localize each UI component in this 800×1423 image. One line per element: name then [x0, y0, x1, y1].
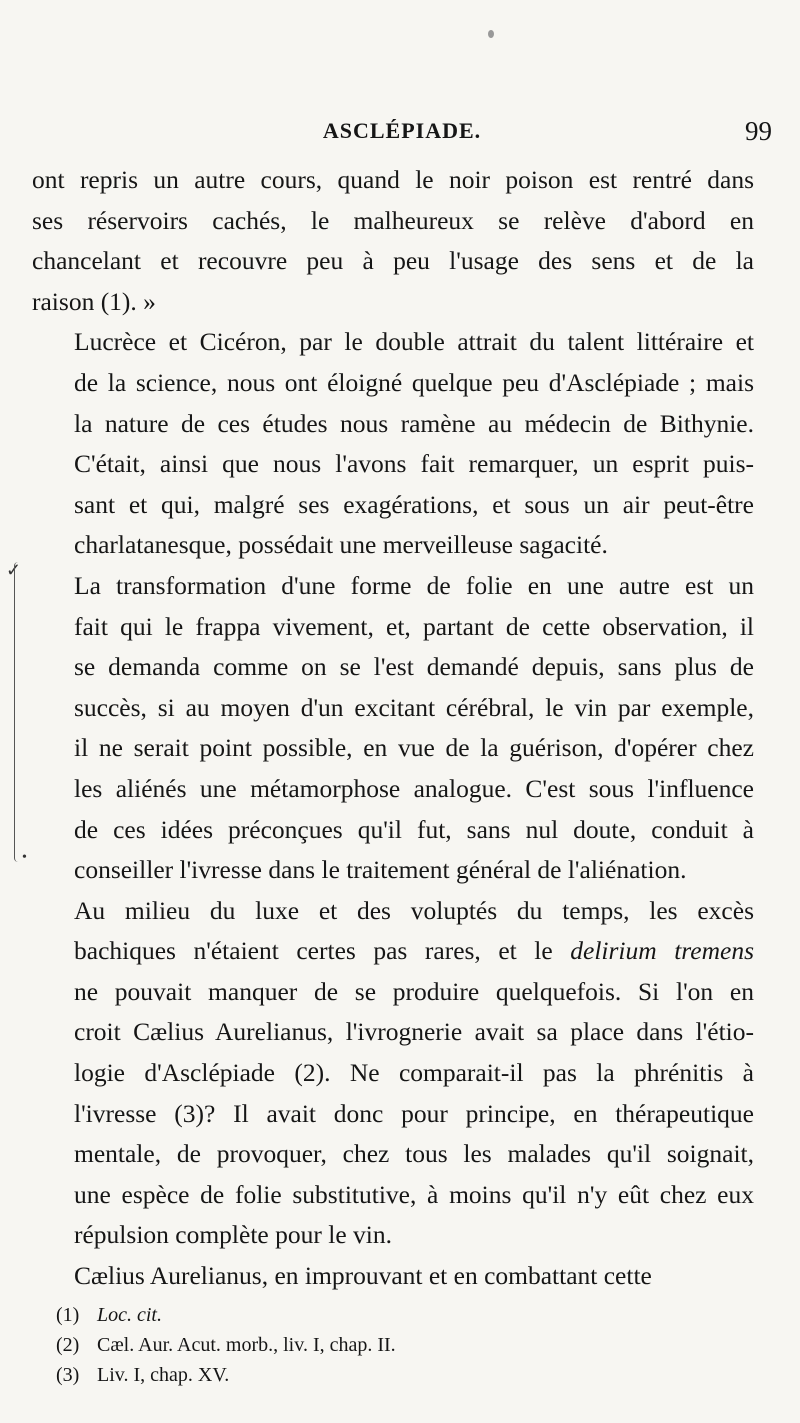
footnote-label: (1): [56, 1304, 80, 1326]
text-line: il ne serait point possible, en vue de la guérison, d'opérer chez: [74, 733, 754, 763]
text-line: croit Cælius Aurelianus, l'ivrognerie avait sa place dans l'étio-: [74, 1017, 754, 1047]
text-line: La transformation d'une forme de folie en une autre est un: [74, 570, 754, 600]
footnote-label: (2): [56, 1334, 80, 1356]
paragraph: [32, 1256, 754, 1297]
running-title: ASCLÉPIADE.: [322, 118, 482, 143]
text-line: bachiques n'étaient certes pas rares, et le delirium tremens: [74, 936, 754, 966]
text-line: charlatanesque, possédait une merveilleuse sagacité.: [74, 530, 608, 560]
text-line: de la science, nous ont éloigné quelque peu d'Asclépiade ; mais: [74, 367, 754, 397]
footnote-1: [56, 1300, 756, 1330]
footnote-text: Cæl. Aur. Acut. morb., liv. I, chap. II.: [97, 1334, 396, 1356]
text-line: raison (1). »: [32, 286, 156, 316]
footnote-text: Loc. cit.: [97, 1304, 162, 1326]
margin-check-mark: ✓: [6, 560, 22, 580]
text-line: ne pouvait manquer de se produire quelquefois. Si l'on en: [74, 976, 754, 1006]
text-line: de ces idées préconçues qu'il fut, sans nul doute, conduit à: [74, 814, 754, 844]
paragraph: [32, 160, 754, 322]
body-text: [32, 160, 754, 1297]
text-line: la nature de ces études nous ramène au médecin de Bithynie.: [74, 408, 754, 438]
paragraph: [32, 891, 754, 1256]
text-line: se demanda comme on se l'est demandé depuis, sans plus de: [74, 652, 754, 682]
footnote-text: Liv. I, chap. XV.: [97, 1364, 230, 1386]
footnotes: [56, 1300, 756, 1390]
text-line: mentale, de provoquer, chez tous les malades qu'il soignait,: [74, 1139, 754, 1169]
footnote-label: (3): [56, 1364, 80, 1386]
text-line: conseiller l'ivresse dans le traitement général de l'aliénation.: [74, 855, 687, 885]
text-line: l'ivresse (3)? Il avait donc pour principe, en thérapeutique: [74, 1098, 754, 1128]
text-line: C'était, ainsi que nous l'avons fait remarquer, un esprit puis-: [74, 449, 754, 479]
text-line: répulsion complète pour le vin.: [74, 1220, 392, 1250]
text-line: logie d'Asclépiade (2). Ne comparait-il pas la phrénitis à: [74, 1058, 754, 1088]
text-line: ses réservoirs cachés, le malheureux se relève d'abord en: [32, 205, 754, 235]
text-line: une espèce de folie substitutive, à moins qu'il n'y eût chez eux: [74, 1179, 754, 1209]
footnote-3: [56, 1360, 756, 1390]
page-number: 99: [745, 116, 772, 146]
ink-smudge: [488, 30, 494, 38]
text-line: chancelant et recouvre peu à peu l'usage des sens et de la: [32, 246, 754, 276]
text-line: Cælius Aurelianus, en improuvant et en combattant cette: [74, 1261, 652, 1291]
footnote-2: [56, 1330, 756, 1360]
text-line: Au milieu du luxe et des voluptés du temps, les excès: [74, 895, 754, 925]
page-header: [32, 118, 772, 158]
margin-dot: •: [22, 850, 27, 865]
text-line: Lucrèce et Cicéron, par le double attrait du talent littéraire et: [74, 327, 754, 357]
text-line: les aliénés une métamorphose analogue. C'est sous l'influence: [74, 773, 754, 803]
text-line: fait qui le frappa vivement, et, partant de cette observation, il: [74, 611, 754, 641]
paragraph: [32, 322, 754, 566]
text-line: ont repris un autre cours, quand le noir poison est rentré dans: [32, 165, 754, 194]
text-line: sant et qui, malgré ses exagérations, et sous un air peut-être: [74, 489, 754, 519]
paragraph: [32, 566, 754, 891]
text-line: succès, si au moyen d'un excitant cérébral, le vin par exemple,: [74, 692, 754, 722]
